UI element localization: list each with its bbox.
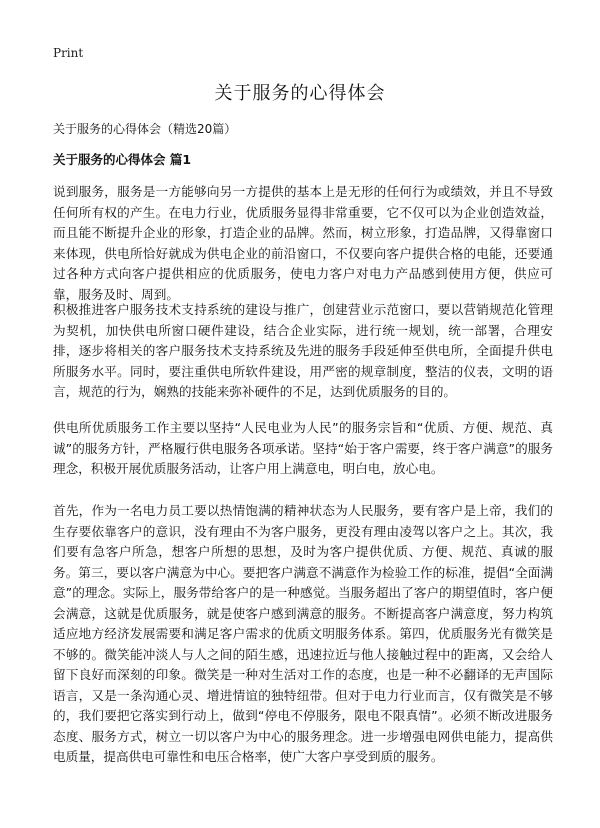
section-heading: 关于服务的心得体会 篇1 [53, 152, 192, 167]
paragraph-1: 说到服务，服务是一方能够向另一方提供的基本上是无形的任何行为或绩效，并且不导致任何所有权的产生。在电力行业，优质服务显得非常重要，它不仅可以为企业创造效益，而且能不断提升企业的形象，打造企业的品牌。然而，树立形象，打造品牌，又得靠窗口来体现，供电所恰好就成为供电企业的前沿窗口，不仅要向客户提供合格的电能，还要通过各种方式向客户提供相应的优质服务，使电力客户对电力产品感到使用方便，供应可靠，服务及时、周到。 [53, 184, 553, 302]
print-link[interactable]: Print [53, 46, 84, 60]
page-title: 关于服务的心得体会 [214, 83, 386, 104]
paragraph-4: 首先，作为一名电力员工要以热情饱满的精神状态为人民服务，要有客户是上帝，我们的生存要依靠客户的意识，没有理由不为客户服务，更没有理由凌驾以客户之上。其次，我们要有急客户所急，想客户所想的思想，及时为客户提供优质、方便、规范、真诚的服务。第三，要以客户满意为中心。要把客户满意不满意作为检验工作的标准，提倡“全面满意”的理念。实际上，服务带给客户的是一种感觉。当服务超出了客户的期望值时，客户便会满意，这就是优质服务，就是使客户感到满意的服务。不断提高客户满意度，努力构筑适应地方经济发展需要和满足客户需求的优质文明服务体系。第四，优质服务光有微笑是不够的。微笑能冲淡人与人之间的陌生感，迅速拉近与他人接触过程中的距离，又会给人留下良好而深刻的印象。微笑是一种对生活对工作的态度，也是一种不必翻译的无声国际语言，又是一条沟通心灵、增进情谊的独特纽带。但对于电力行业而言，仅有微笑是不够的，我们要把它落实到行动上，做到“停电不停服务，限电不限真情”。必须不断改进服务态度、服务方式，树立一切以客户为中心的服务理念。进一步增强电网供电能力，提高供电质量，提高供电可靠性和电压合格率，使广大客户享受到质的服务。 [53, 503, 553, 764]
paragraph-3: 供电所优质服务工作主要以坚持“人民电业为人民”的服务宗旨和“优质、方便、规范、真诚”的服务方针，严格履行供电服务各项承诺。坚持“始于客户需要，终于客户满意”的服务理念，积极开展优质服务活动，让客户用上满意电，明白电，放心电。 [53, 420, 553, 476]
document-subtitle: 关于服务的心得体会（精选20篇） [53, 122, 237, 136]
paragraph-2: 积极推进客户服务技术支持系统的建设与推广，创建营业示范窗口，要以营销规范化管理为契机，加快供电所窗口硬件建设，结合企业实际，进行统一规划，统一部署，合理安排，逐步将相关的客户服务技术支持系统及先进的服务手段延伸至供电所，全面提升供电所服务水平。同时，要注重供电所软件建设，用严密的规章制度，整洁的仪表，文明的语言，规范的行为，娴熟的技能来弥补硬件的不足，达到优质服务的目的。 [53, 302, 553, 399]
